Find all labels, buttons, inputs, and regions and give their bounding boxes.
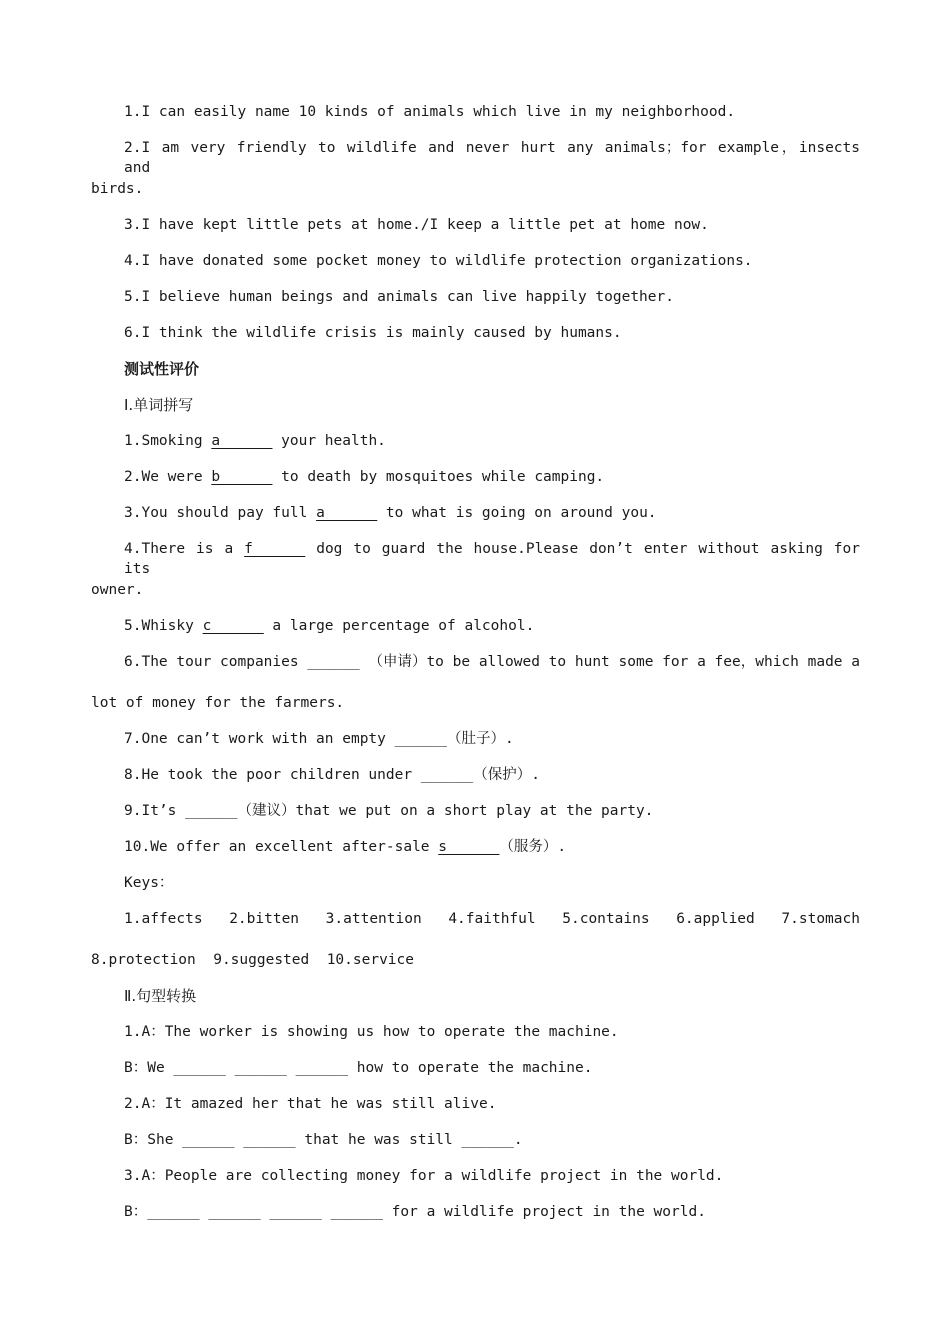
spelling-q4-cont: owner. bbox=[91, 582, 144, 598]
q5-text-end: a large percentage of alcohol. bbox=[263, 618, 535, 634]
section-1-title: Ⅰ.单词拼写 bbox=[124, 396, 194, 414]
spelling-q8: 8.He took the poor children under ______（保护）. bbox=[124, 767, 540, 783]
q1-blank: a______ bbox=[211, 433, 273, 449]
q10-text-end: （服务）. bbox=[499, 839, 567, 855]
spelling-q6-cont: lot of money for the farmers. bbox=[91, 695, 345, 711]
transform-q1-a: 1.A：The worker is showing us how to operate the machine. bbox=[124, 1024, 619, 1040]
keys-line-1 bbox=[124, 909, 860, 929]
q5-blank: c______ bbox=[202, 618, 264, 634]
survey-item-6: 6.I think the wildlife crisis is mainly caused by humans. bbox=[124, 325, 622, 341]
q3-blank: a______ bbox=[316, 505, 378, 521]
q1-text: 1.Smoking bbox=[124, 433, 212, 449]
q3-text: 3.You should pay full bbox=[124, 505, 317, 521]
spelling-q3 bbox=[124, 503, 860, 523]
survey-item-2-cont: birds. bbox=[91, 181, 144, 197]
q4-text: 4.There is a bbox=[124, 541, 245, 557]
transform-q3-a: 3.A：People are collecting money for a wildlife project in the world. bbox=[124, 1168, 724, 1184]
q4-blank: f______ bbox=[244, 541, 306, 557]
spelling-q1 bbox=[124, 431, 860, 451]
spelling-q10 bbox=[124, 837, 860, 857]
keys-line-2: 8.protection 9.suggested 10.service bbox=[91, 952, 415, 968]
q2-text-end: to death by mosquitoes while camping. bbox=[272, 469, 605, 485]
q2-text: 2.We were bbox=[124, 469, 212, 485]
transform-q2-a: 2.A：It amazed her that he was still alive. bbox=[124, 1096, 497, 1112]
spelling-q6: 6.The tour companies ______ （申请）to be allowed to hunt some for a fee，which made a bbox=[124, 654, 860, 670]
q1-text-end: your health. bbox=[272, 433, 386, 449]
key-item: 5.contains bbox=[562, 911, 650, 927]
key-item: 2.bitten bbox=[229, 911, 300, 927]
spelling-q5 bbox=[124, 616, 860, 636]
survey-item-1: 1.I can easily name 10 kinds of animals which live in my neighborhood. bbox=[124, 104, 736, 120]
key-item: 7.stomach bbox=[781, 911, 860, 927]
key-item: 3.attention bbox=[325, 911, 422, 927]
q2-blank: b______ bbox=[211, 469, 273, 485]
survey-item-5: 5.I believe human beings and animals can live happily together. bbox=[124, 289, 674, 305]
key-item: 6.applied bbox=[676, 911, 755, 927]
spelling-q9: 9.It’s ______（建议）that we put on a short play at the party. bbox=[124, 803, 654, 819]
key-item: 4.faithful bbox=[448, 911, 536, 927]
q10-text: 10.We offer an excellent after-sale bbox=[124, 839, 439, 855]
transform-q3-b: B：______ ______ ______ ______ for a wildlife project in the world. bbox=[124, 1204, 706, 1220]
q4-text-end: dog to guard the house.Please don’t enter without asking for its bbox=[124, 541, 860, 577]
survey-item-4: 4.I have donated some pocket money to wildlife protection organizations. bbox=[124, 253, 753, 269]
survey-item-3: 3.I have kept little pets at home./I keep a little pet at home now. bbox=[124, 217, 709, 233]
q10-blank: s______ bbox=[438, 839, 500, 855]
spelling-q4 bbox=[124, 539, 860, 577]
q5-text: 5.Whisky bbox=[124, 618, 203, 634]
transform-q2-b: B：She ______ ______ that he was still ______. bbox=[124, 1132, 523, 1148]
spelling-q7: 7.One can’t work with an empty ______（肚子）. bbox=[124, 731, 514, 747]
transform-q1-b: B：We ______ ______ ______ how to operate the machine. bbox=[124, 1060, 593, 1076]
keys-label: Keys： bbox=[124, 875, 174, 891]
q3-text-end: to what is going on around you. bbox=[377, 505, 657, 521]
evaluation-heading: 测试性评价 bbox=[124, 360, 200, 378]
survey-item-2: 2.I am very friendly to wildlife and never hurt any animals；for example，insects and bbox=[124, 140, 860, 176]
section-2-title: Ⅱ.句型转换 bbox=[124, 987, 197, 1005]
key-item: 1.affects bbox=[124, 911, 203, 927]
spelling-q2 bbox=[124, 467, 860, 487]
